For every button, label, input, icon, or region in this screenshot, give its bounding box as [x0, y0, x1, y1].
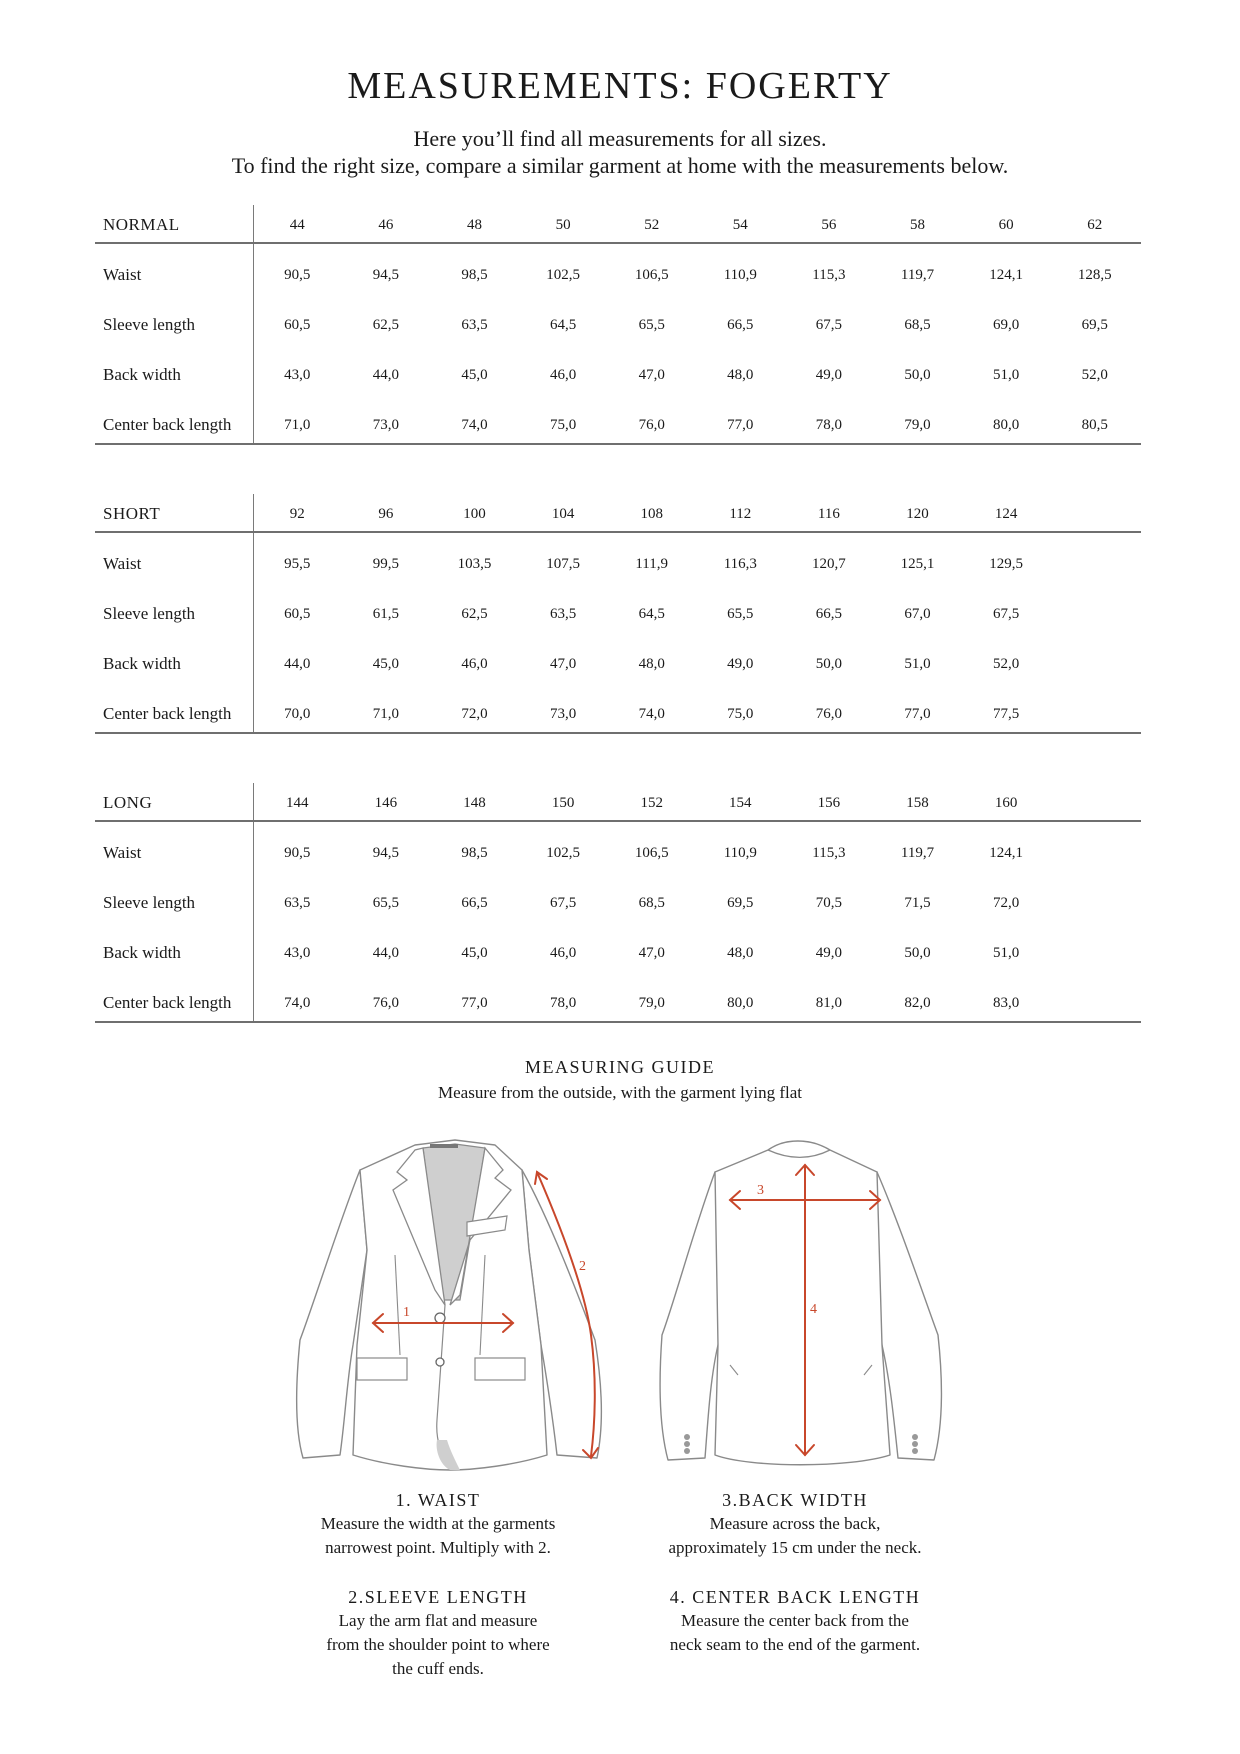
table-divider-bottom	[95, 443, 1141, 445]
measurement-value: 44,0	[284, 656, 311, 672]
measurement-value: 44,0	[372, 367, 400, 383]
guide-item-center-back-length	[625, 1585, 965, 1657]
size-header-cell: 50	[555, 217, 571, 233]
guide-item-desc: the cuff ends.	[392, 1659, 484, 1678]
table-divider-bottom	[95, 1021, 1141, 1023]
measurement-value: 75,0	[549, 417, 577, 433]
measurement-value: 80,0	[727, 995, 754, 1011]
measurement-value: 60,5	[284, 317, 311, 333]
measuring-guide-subtitle: Measure from the outside, with the garment lying flat	[438, 1083, 802, 1102]
measurement-value: 46,0	[461, 656, 488, 672]
measurement-value: 74,0	[461, 417, 488, 433]
measurement-value: 44,0	[372, 945, 400, 961]
jacket-back-illustration	[650, 1130, 950, 1475]
table-row	[95, 405, 1141, 445]
measurement-label: Back width	[103, 365, 181, 384]
measurement-value: 66,5	[461, 895, 488, 911]
table-divider-bottom	[95, 732, 1141, 734]
measurement-value: 62,5	[461, 606, 488, 622]
table-row	[95, 594, 1141, 634]
measurement-value: 74,0	[284, 995, 311, 1011]
table-header-row	[95, 494, 1141, 534]
size-header-cell: 156	[817, 795, 841, 811]
measurement-label: Waist	[103, 265, 142, 284]
size-header-cell: 158	[906, 795, 929, 811]
measurement-value: 115,3	[812, 845, 846, 861]
measurement-value: 48,0	[638, 656, 665, 672]
measurement-value: 77,0	[904, 706, 931, 722]
measurement-value: 69,5	[1081, 317, 1108, 333]
measurement-value: 47,0	[549, 656, 577, 672]
measurement-value: 79,0	[904, 417, 931, 433]
guide-item-desc: neck seam to the end of the garment.	[669, 1635, 921, 1654]
measurement-label: Waist	[103, 554, 142, 573]
guide-item-sleeve-length	[268, 1585, 608, 1681]
measurement-value: 49,0	[727, 656, 754, 672]
measurement-label: Center back length	[103, 993, 232, 1012]
size-header-cell: 146	[374, 795, 398, 811]
size-header-cell: 116	[817, 506, 840, 522]
measurement-value: 72,0	[461, 706, 488, 722]
measurement-value: 98,5	[461, 845, 488, 861]
measurement-value: 94,5	[372, 267, 400, 283]
table-row	[95, 983, 1141, 1023]
measurement-value: 69,0	[992, 317, 1020, 333]
table-row	[95, 833, 1141, 873]
measurement-value: 83,0	[992, 995, 1020, 1011]
back-width-marker-label: 3	[757, 1183, 764, 1198]
measurement-value: 73,0	[549, 706, 577, 722]
size-header-cell: 120	[906, 506, 929, 522]
page-subtitle-line2: To find the right size, compare a similar garment at home with the measurements below.	[231, 153, 1009, 178]
measurement-value: 70,5	[815, 895, 843, 911]
measurement-value: 51,0	[904, 656, 931, 672]
table-header-row	[95, 783, 1141, 823]
table-row	[95, 544, 1141, 584]
measurement-value: 119,7	[900, 267, 935, 283]
measurement-value: 76,0	[372, 995, 400, 1011]
measurement-value: 78,0	[815, 417, 843, 433]
measurement-value: 102,5	[546, 845, 580, 861]
table-row	[95, 644, 1141, 684]
measurement-value: 62,5	[372, 317, 400, 333]
measurement-value: 72,0	[992, 895, 1020, 911]
measurement-value: 95,5	[284, 556, 311, 572]
guide-item-title: 3.BACK WIDTH	[722, 1490, 868, 1510]
measurement-value: 70,0	[284, 706, 311, 722]
jacket-front-illustration	[285, 1130, 625, 1475]
waist-marker-label: 1	[403, 1305, 410, 1320]
table-fit-name: SHORT	[103, 504, 161, 523]
measurement-value: 80,0	[992, 417, 1020, 433]
size-header-cell: 150	[551, 795, 575, 811]
measurement-value: 71,0	[372, 706, 400, 722]
measurement-value: 43,0	[284, 945, 311, 961]
measurement-value: 106,5	[634, 267, 669, 283]
measurement-value: 66,5	[727, 317, 754, 333]
guide-item-title: 1. WAIST	[395, 1490, 481, 1510]
page-title: MEASUREMENTS: FOGERTY	[347, 65, 893, 107]
measurement-value: 76,0	[815, 706, 843, 722]
size-header-cell: 124	[994, 506, 1018, 522]
measurement-value: 60,5	[284, 606, 311, 622]
measurement-value: 63,5	[461, 317, 488, 333]
table-row	[95, 355, 1141, 395]
measurement-value: 110,9	[723, 267, 757, 283]
measurement-value: 65,5	[372, 895, 400, 911]
table-row	[95, 694, 1141, 734]
measurement-value: 111,9	[635, 556, 668, 572]
measurement-value: 120,7	[812, 556, 846, 572]
measurement-value: 79,0	[638, 995, 665, 1011]
measurement-value: 107,5	[546, 556, 580, 572]
measurement-value: 64,5	[549, 317, 577, 333]
measurement-value: 77,0	[727, 417, 754, 433]
table-divider-header	[95, 531, 1141, 533]
measurement-value: 68,5	[638, 895, 665, 911]
measurement-value: 49,0	[815, 945, 843, 961]
size-header-cell: 144	[286, 795, 309, 811]
size-header-cell: 92	[289, 506, 305, 522]
measurement-label: Sleeve length	[103, 893, 196, 912]
measurement-value: 116,3	[723, 556, 757, 572]
measurement-value: 128,5	[1077, 267, 1112, 283]
measurement-value: 80,5	[1081, 417, 1108, 433]
guide-item-desc: from the shoulder point to where	[326, 1635, 550, 1654]
measurement-value: 110,9	[723, 845, 757, 861]
measurement-value: 75,0	[727, 706, 754, 722]
size-header-cell: 44	[289, 217, 305, 233]
measurement-value: 94,5	[372, 845, 400, 861]
guide-item-title: 4. CENTER BACK LENGTH	[669, 1587, 921, 1607]
size-header-cell: 112	[729, 506, 752, 522]
guide-item-desc: Measure across the back,	[709, 1514, 881, 1533]
measurement-value: 119,7	[900, 845, 935, 861]
table-fit-name: NORMAL	[103, 215, 180, 234]
table-header-row	[95, 205, 1141, 245]
measurement-value: 102,5	[546, 267, 580, 283]
measurement-value: 50,0	[904, 945, 931, 961]
measurement-value: 52,0	[1081, 367, 1108, 383]
measurement-value: 77,5	[992, 706, 1020, 722]
measurement-value: 65,5	[727, 606, 754, 622]
table-fit-name: LONG	[103, 793, 153, 812]
measurement-value: 82,0	[904, 995, 931, 1011]
size-header-cell: 160	[994, 795, 1018, 811]
measurement-value: 71,5	[904, 895, 931, 911]
size-header-cell: 108	[640, 506, 663, 522]
measurement-value: 45,0	[461, 367, 488, 383]
measurement-value: 49,0	[815, 367, 843, 383]
measurement-value: 74,0	[638, 706, 665, 722]
size-header-cell: 152	[640, 795, 663, 811]
size-header-cell: 154	[729, 795, 752, 811]
measurement-value: 51,0	[992, 367, 1020, 383]
measurement-value: 90,5	[284, 267, 311, 283]
size-header-cell: 62	[1087, 217, 1103, 233]
measurement-value: 71,0	[284, 417, 311, 433]
size-header-cell: 96	[378, 506, 394, 522]
measurement-value: 77,0	[461, 995, 488, 1011]
size-header-cell: 100	[463, 506, 486, 522]
measuring-guide-title: MEASURING GUIDE	[525, 1057, 715, 1077]
guide-item-desc: approximately 15 cm under the neck.	[668, 1538, 922, 1557]
measurement-value: 50,0	[904, 367, 931, 383]
measurement-value: 48,0	[727, 367, 754, 383]
measurement-value: 63,5	[284, 895, 311, 911]
measurement-value: 64,5	[638, 606, 665, 622]
measurement-value: 99,5	[372, 556, 400, 572]
measurement-value: 66,5	[815, 606, 843, 622]
measurement-value: 65,5	[638, 317, 665, 333]
measurement-value: 43,0	[284, 367, 311, 383]
measurement-value: 52,0	[992, 656, 1020, 672]
measurement-value: 45,0	[372, 656, 400, 672]
measurement-label: Sleeve length	[103, 315, 196, 334]
measurement-value: 129,5	[989, 556, 1023, 572]
measurement-value: 106,5	[634, 845, 669, 861]
guide-item-desc: Lay the arm flat and measure	[338, 1611, 538, 1630]
table-divider-header	[95, 242, 1141, 244]
measurement-value: 48,0	[727, 945, 754, 961]
measurement-value: 47,0	[638, 945, 665, 961]
table-row	[95, 305, 1141, 345]
measurement-value: 73,0	[372, 417, 400, 433]
guide-item-desc: Measure the width at the garments	[320, 1514, 556, 1533]
sleeve-marker-label: 2	[579, 1259, 586, 1274]
measurement-value: 67,5	[815, 317, 843, 333]
size-header-cell: 48	[466, 217, 482, 233]
measurement-value: 81,0	[815, 995, 843, 1011]
measurement-value: 51,0	[992, 945, 1020, 961]
size-header-cell: 60	[998, 217, 1014, 233]
size-header-cell: 148	[463, 795, 486, 811]
guide-item-desc: narrowest point. Multiply with 2.	[325, 1538, 551, 1557]
measurement-value: 125,1	[900, 556, 935, 572]
measurement-value: 63,5	[549, 606, 577, 622]
measurement-value: 90,5	[284, 845, 311, 861]
measurement-value: 61,5	[372, 606, 400, 622]
size-header-cell: 54	[732, 217, 748, 233]
size-header-cell: 56	[821, 217, 837, 233]
measurement-value: 76,0	[638, 417, 665, 433]
measurement-value: 46,0	[549, 945, 577, 961]
measurement-label: Sleeve length	[103, 604, 196, 623]
measurement-value: 45,0	[461, 945, 488, 961]
measurement-label: Back width	[103, 943, 181, 962]
measurement-value: 69,5	[727, 895, 754, 911]
size-header-cell: 104	[551, 506, 575, 522]
size-header-cell: 58	[909, 217, 925, 233]
guide-item-title: 2.SLEEVE LENGTH	[348, 1587, 528, 1607]
measurement-value: 124,1	[989, 267, 1023, 283]
size-table-long	[95, 783, 1141, 1023]
measurement-value: 103,5	[457, 556, 492, 572]
measurement-label: Center back length	[103, 704, 232, 723]
measurement-value: 124,1	[989, 845, 1023, 861]
table-row	[95, 883, 1141, 923]
measurement-value: 47,0	[638, 367, 665, 383]
measurement-label: Center back length	[103, 415, 232, 434]
measurement-value: 68,5	[904, 317, 931, 333]
table-divider-header	[95, 820, 1141, 822]
guide-item-desc: Measure the center back from the	[681, 1611, 909, 1630]
measurement-value: 67,5	[549, 895, 577, 911]
measurement-value: 67,0	[904, 606, 931, 622]
guide-item-waist	[268, 1488, 608, 1560]
size-header-cell: 52	[644, 217, 660, 233]
table-row	[95, 933, 1141, 973]
size-header-cell: 46	[378, 217, 394, 233]
measurement-value: 46,0	[549, 367, 577, 383]
measurement-value: 78,0	[549, 995, 577, 1011]
measurement-value: 50,0	[815, 656, 843, 672]
measurement-label: Back width	[103, 654, 181, 673]
page-subtitle-line1: Here you’ll find all measurements for all sizes.	[413, 126, 827, 151]
measurement-value: 67,5	[992, 606, 1020, 622]
guide-item-back-width	[625, 1488, 965, 1560]
measurement-value: 98,5	[461, 267, 488, 283]
table-row	[95, 255, 1141, 295]
center-back-marker-label: 4	[810, 1302, 817, 1317]
measurement-value: 115,3	[812, 267, 846, 283]
size-table-normal	[95, 205, 1141, 445]
size-table-short	[95, 494, 1141, 734]
measurement-label: Waist	[103, 843, 142, 862]
